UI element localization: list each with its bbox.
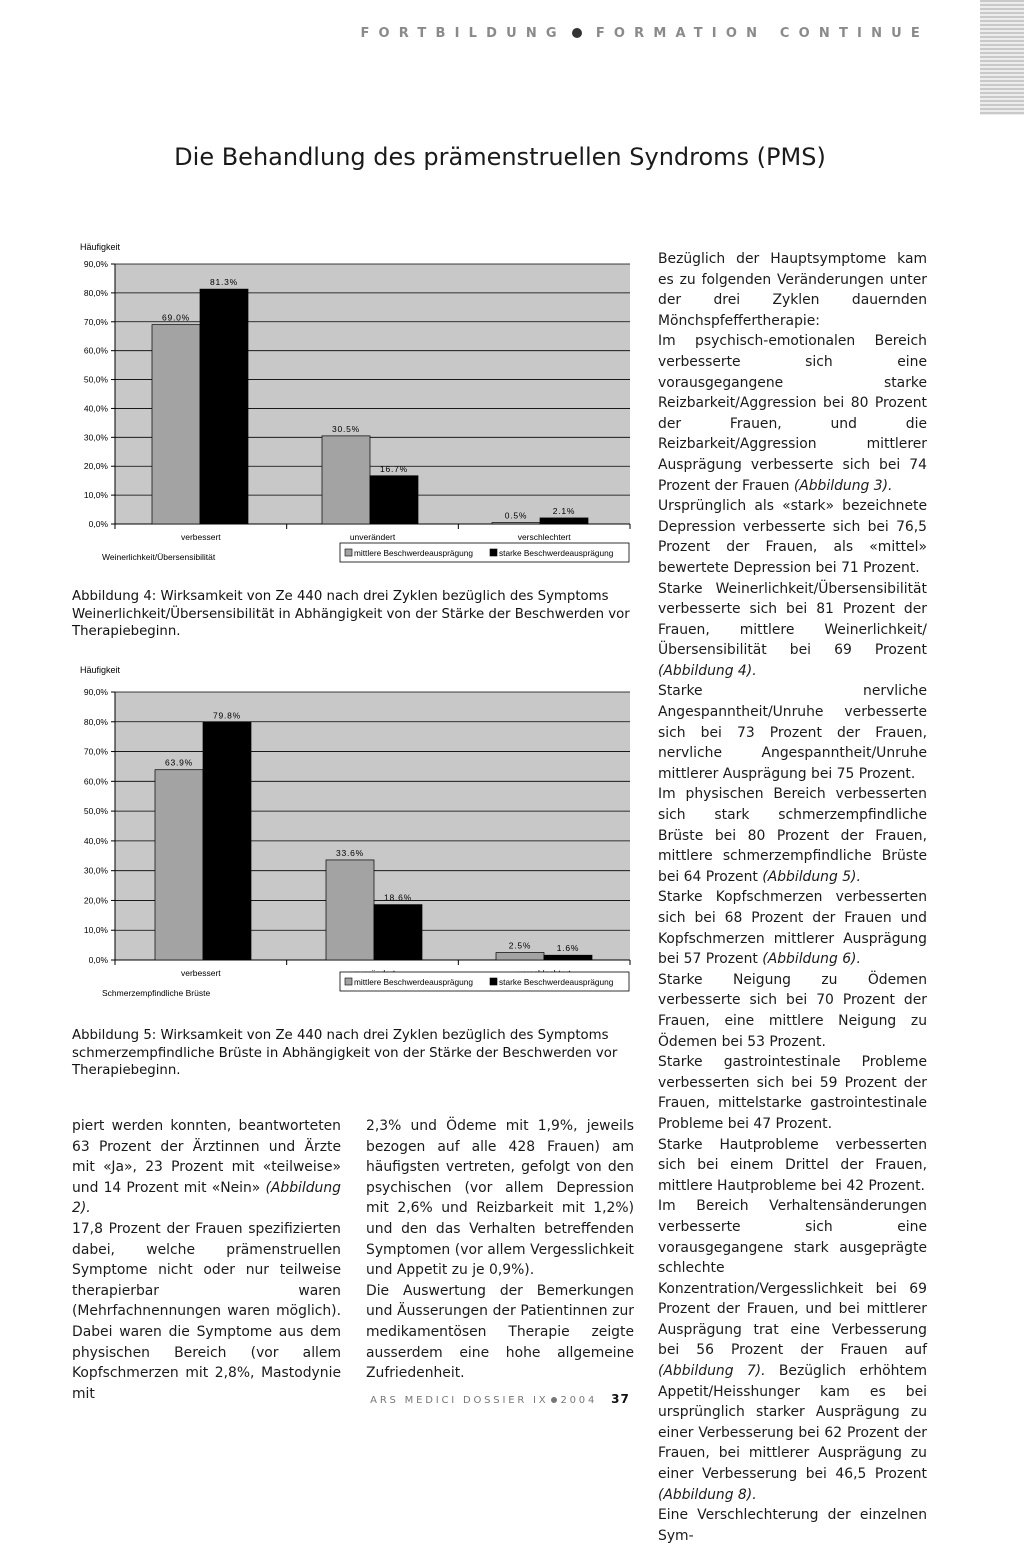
figure-reference: (Abbildung 7). [658, 1363, 766, 1380]
figure-5-caption: Abbildung 5: Wirksamkeit von Ze 440 nach drei Zyklen bezüglich des Symptoms schmerzempfindliche Brüste in Abhängigkeit von der Stärke der Beschwerden vor Therapiebeginn. [72, 1028, 618, 1078]
running-head [360, 26, 929, 41]
paragraph [658, 331, 927, 496]
bar-mittlere [492, 523, 540, 524]
paragraph-text: Eine Verschlechterung der einzelnen Sym- [658, 1507, 927, 1544]
y-tick-label: 90,0% [83, 259, 108, 269]
bar-starke [540, 518, 588, 524]
data-label: 18.6% [383, 892, 413, 903]
data-label: 79.8% [212, 710, 242, 721]
data-label: 69.0% [161, 312, 191, 323]
paragraph-text: Bezüglich erhöhtem Appetit/Heisshunger kam es bei ursprünglich starker Ausprägung zu einer Verbesserung bei 62 Prozent der Frauen, bei mittlerer Ausprägung zu einer Verbesserung bei 46,5 Prozent [658, 1363, 927, 1483]
y-tick-label: 70,0% [83, 746, 108, 757]
paragraph [658, 1135, 927, 1197]
bar-mittlere [152, 325, 200, 524]
data-label: 2.1% [552, 505, 576, 516]
figure-reference: (Abbildung 2). [72, 1179, 341, 1217]
bar-starke [370, 476, 418, 524]
y-axis-label: Häufigkeit [80, 242, 121, 252]
data-label: 0.5% [504, 510, 528, 521]
y-tick-label: 0,0% [88, 955, 108, 965]
data-label: 30.5% [331, 423, 361, 434]
y-tick-label: 20,0% [83, 461, 108, 472]
x-tick-label: verschlechtert [517, 532, 571, 542]
paragraph: Die Auswertung der Bemerkungen und Äusserungen der Patientinnen zur medikamentösen Therapie zeigte ausserdem eine hohe allgemeine Zufriedenheit. [366, 1282, 634, 1382]
x-tick-label: verbessert [180, 532, 221, 542]
data-label: 2.5% [508, 940, 532, 951]
paragraph [658, 681, 927, 784]
legend-label: starke Beschwerdeausprägung [499, 548, 614, 558]
data-label: 1.6% [556, 943, 580, 954]
bar-chart [72, 663, 632, 1015]
y-tick-label: 20,0% [83, 895, 108, 906]
figure-reference: (Abbildung 6). [762, 951, 861, 968]
data-label: 16.7% [379, 463, 409, 474]
y-tick-label: 50,0% [83, 374, 108, 385]
page-footer [0, 1392, 1000, 1406]
journal-year: 2004 [560, 1395, 598, 1406]
y-tick-label: 30,0% [83, 865, 108, 876]
y-tick-label: 60,0% [83, 776, 108, 787]
bar-starke [374, 905, 422, 960]
x-axis-label: Weinerlichkeit/Übersensibilität [102, 552, 216, 562]
figure-reference: (Abbildung 4). [658, 662, 757, 679]
paragraph [658, 1196, 927, 1505]
chart-legend [340, 972, 629, 991]
paragraph: 17,8 Prozent der Frauen spezifizierten dabei, welche prämenstruellen Symptome nicht oder nur teilweise therapierbar waren (Mehrfachnennungen waren möglich). Dabei waren die Symptome aus dem physischen Bereich (vor allem Kopfschmerzen mit 2,8%, Mastodynie mit [72, 1220, 341, 1402]
running-head-de: FORTBILDUNG [360, 26, 566, 41]
legend-swatch-mittlere [345, 978, 352, 985]
x-tick-label: unverändert [349, 532, 396, 542]
data-label: 81.3% [209, 277, 239, 288]
text-column-left [72, 1116, 341, 1404]
paragraph [658, 1505, 927, 1546]
y-tick-label: 60,0% [83, 345, 108, 356]
y-tick-label: 70,0% [83, 316, 108, 327]
data-label: 63.9% [164, 757, 194, 768]
paragraph [658, 784, 927, 887]
paragraph-text: Starke Weinerlichkeit/Übersensibilität verbesserte sich bei 81 Prozent der Frauen, mittlere Weinerlichkeit/Übersensibilität bei 69 Prozent [658, 580, 927, 659]
x-axis-label: Schmerzempfindliche Brüste [102, 988, 211, 998]
paragraph [658, 887, 927, 969]
bar-mittlere [155, 770, 203, 960]
page-title: Die Behandlung des prämenstruellen Syndroms (PMS) [174, 143, 826, 171]
figure-4-caption: Abbildung 4: Wirksamkeit von Ze 440 nach drei Zyklen bezüglich des Symptoms Weinerlichkeit/Übersensibilität in Abhängigkeit von der Stärke der Beschwerden vor Therapiebeginn. [72, 589, 630, 639]
paragraph [658, 1052, 927, 1134]
y-tick-label: 80,0% [83, 716, 108, 727]
page-number: 37 [611, 1392, 630, 1406]
paragraph [72, 1116, 341, 1219]
bar-starke [200, 289, 248, 524]
bar-mittlere [322, 436, 370, 524]
y-tick-label: 30,0% [83, 432, 108, 443]
paragraph-text: Ursprünglich als «stark» bezeichnete Depression verbesserte sich bei 76,5 Prozent der Frauen, als «mittel» bewertete Depression bei 71 Prozent. [658, 498, 927, 576]
y-axis-label: Häufigkeit [80, 665, 121, 675]
figure-5-chart [72, 663, 632, 1015]
legend-label: starke Beschwerdeausprägung [499, 977, 614, 987]
y-tick-label: 90,0% [83, 687, 108, 697]
paragraph-text: Starke nervliche Angespanntheit/Unruhe verbesserte sich bei 73 Prozent der Frauen, nervliche Angespanntheit/Unruhe mittlerer Ausprägung bei 75 Prozent. [658, 683, 927, 782]
x-tick-label: verbessert [180, 968, 221, 978]
paragraph-text: Starke gastrointestinale Probleme verbesserten sich bei 59 Prozent der Frauen, mittelstarke gastrointestinale Probleme bei 47 Prozent. [658, 1054, 927, 1132]
legend-swatch-mittlere [345, 549, 352, 556]
bar-starke [544, 955, 592, 960]
text-column-middle [366, 1116, 634, 1384]
bar-chart [72, 240, 632, 580]
paragraph-text: Im physischen Bereich verbesserten sich stark schmerzempfindliche Brüste bei 80 Prozent der Frauen, mittlere schmerzempfindliche Brüste bei 64 Prozent [658, 786, 927, 885]
data-label: 33.6% [335, 847, 365, 858]
y-tick-label: 50,0% [83, 806, 108, 817]
y-tick-label: 40,0% [83, 835, 108, 846]
paragraph-text: piert werden konnten, beantworteten 63 Prozent der Ärztinnen und Ärzte mit «Ja», 23 Prozent mit «teilweise» und 14 Prozent mit «Nein» [72, 1118, 341, 1196]
chart-legend [340, 543, 629, 562]
paragraph-text: Starke Neigung zu Ödemen verbesserte sich bei 70 Prozent der Frauen, eine mittlere Neigung zu Ödemen bei 53 Prozent. [658, 971, 927, 1050]
figure-reference: (Abbildung 3). [793, 477, 893, 494]
journal-name: ARS MEDICI DOSSIER IX [370, 1395, 549, 1406]
legend-swatch-starke [490, 978, 497, 985]
y-tick-label: 80,0% [83, 287, 108, 298]
bullet-dot-icon [551, 1397, 557, 1403]
legend-swatch-starke [490, 549, 497, 556]
bar-starke [203, 722, 251, 960]
edge-decoration [980, 0, 1024, 115]
paragraph-text: Im Bereich Verhaltensänderungen verbesserte sich eine vorausgegangene stark ausgeprägte schlechte Konzentration/Vergesslichkeit bei 69 Prozent der Frauen, und bei mittlerer Ausprägung trat eine Verbesserung bei 56 Prozent der Frauen auf [658, 1198, 927, 1359]
bullet-dot-icon [572, 28, 582, 38]
y-tick-label: 10,0% [83, 490, 108, 501]
bar-mittlere [326, 860, 374, 960]
y-tick-label: 40,0% [83, 403, 108, 414]
paragraph-text: Starke Kopfschmerzen verbesserten sich bei 68 Prozent der Frauen und Kopfschmerzen mittlerer Ausprägung bei 57 Prozent [658, 889, 927, 968]
paragraph-text: Bezüglich der Hauptsymptome kam es zu folgenden Veränderungen unter der drei Zyklen dauernden Mönchspfeffertherapie: [658, 251, 927, 329]
running-head-fr: FORMATION CONTINUE [595, 26, 929, 41]
figure-reference: (Abbildung 8). [658, 1486, 757, 1503]
bar-mittlere [496, 953, 544, 960]
paragraph-text: Im psychisch-emotionalen Bereich verbesserte sich eine vorausgegangene starke Reizbarkeit/Aggression bei 80 Prozent der Frauen, und die Reizbarkeit/Aggression mittlerer Ausprägung verbesserte sich bei 74 Prozent der Frauen [658, 333, 927, 494]
paragraph-text: Starke Hautprobleme verbesserten sich bei einem Drittel der Frauen, mittlere Hautprobleme bei 42 Prozent. [658, 1136, 927, 1194]
text-column-right [658, 249, 927, 1546]
paragraph [658, 249, 927, 331]
y-tick-label: 0,0% [88, 519, 108, 529]
y-tick-label: 10,0% [83, 925, 108, 936]
figure-reference: (Abbildung 5). [762, 868, 861, 885]
paragraph [658, 496, 927, 578]
figure-4-chart [72, 240, 632, 580]
paragraph [658, 579, 927, 682]
paragraph [658, 970, 927, 1052]
legend-label: mittlere Beschwerdeausprägung [354, 977, 473, 987]
paragraph: 2,3% und Ödeme mit 1,9%, jeweils bezogen auf alle 428 Frauen) am häufigsten vertreten, gefolgt von den psychischen (vor allem Depression mit 2,6% und Reizbarkeit mit 1,2%) und den das Verhalten betreffenden Symptomen (vor allem Vergesslichkeit und Appetit zu je 0,9%). [366, 1118, 634, 1279]
legend-label: mittlere Beschwerdeausprägung [354, 548, 473, 558]
